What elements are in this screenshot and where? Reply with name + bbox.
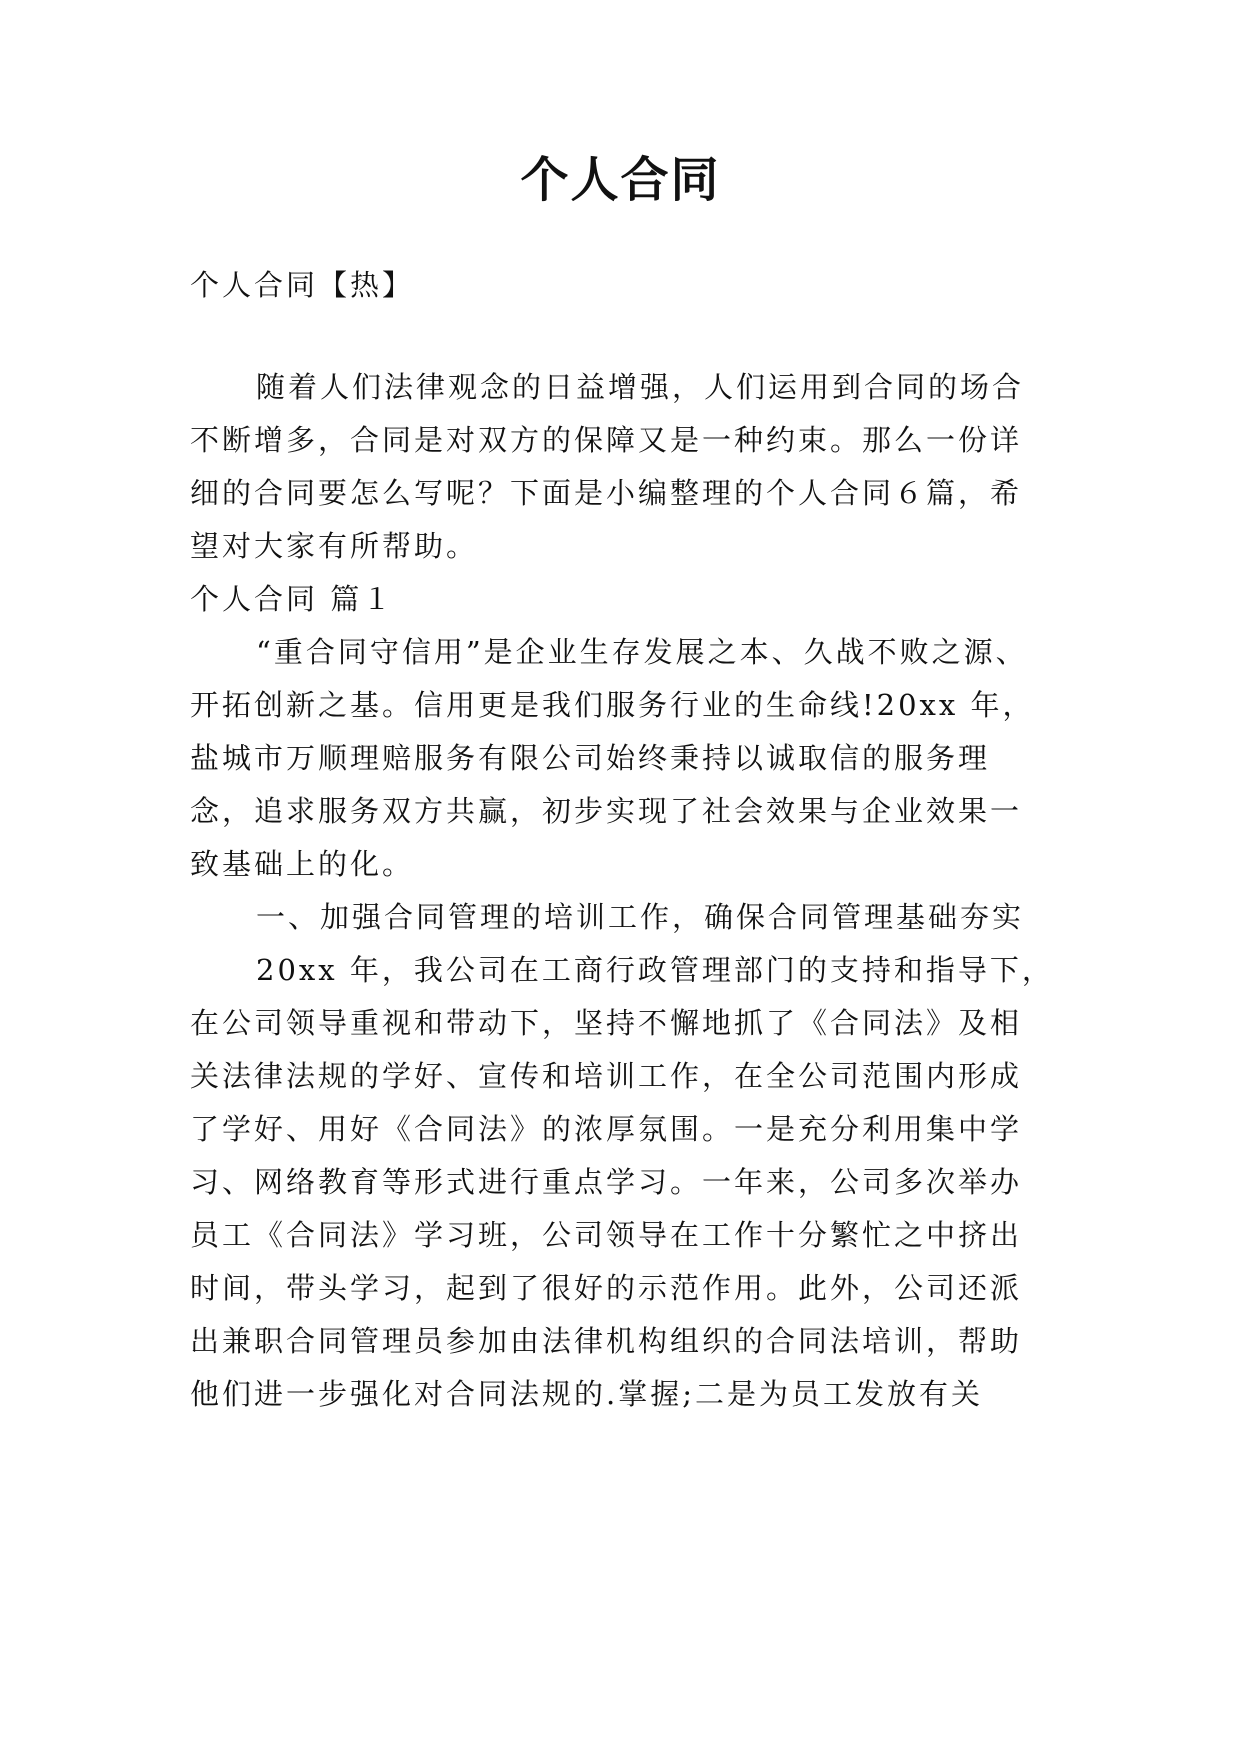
document-subtitle: 个人合同【热】: [190, 268, 415, 302]
section-paragraph-line: “重合同守信用”是企业生存发展之本、久战不败之源、: [256, 635, 1028, 669]
item-paragraph-line: 员工《合同法》学习班，公司领导在工作十分繁忙之中挤出: [190, 1218, 1023, 1252]
document-title: 个人合同: [520, 152, 721, 208]
item-paragraph-line: 了学好、用好《合同法》的浓厚氛围。一是充分利用集中学: [190, 1112, 1023, 1146]
item-paragraph-line: 习、网络教育等形式进行重点学习。一年来，公司多次举办: [190, 1165, 1023, 1199]
section-paragraph-line: 盐城市万顺理赔服务有限公司始终秉持以诚取信的服务理: [190, 741, 991, 775]
section-heading: 个人合同 篇１: [190, 582, 395, 616]
item-paragraph-line: 时间，带头学习，起到了很好的示范作用。此外，公司还派: [190, 1271, 1023, 1305]
item-paragraph-line: 关法律法规的学好、宣传和培训工作，在全公司范围内形成: [190, 1059, 1023, 1093]
section-paragraph-line: 念，追求服务双方共赢，初步实现了社会效果与企业效果一: [190, 794, 1023, 828]
intro-line: 不断增多，合同是对双方的保障又是一种约束。那么一份详: [190, 423, 1023, 457]
item-paragraph-line: 出兼职合同管理员参加由法律机构组织的合同法培训，帮助: [190, 1324, 1023, 1358]
item-paragraph-line: 在公司领导重视和带动下，坚持不懈地抓了《合同法》及相: [190, 1006, 1023, 1040]
intro-line: 细的合同要怎么写呢？下面是小编整理的个人合同６篇，希: [190, 476, 1023, 510]
item-heading: 一、加强合同管理的培训工作，确保合同管理基础夯实: [256, 900, 1025, 934]
section-paragraph-line: 致基础上的化。: [190, 847, 415, 881]
intro-line: 随着人们法律观念的日益增强，人们运用到合同的场合: [256, 370, 1025, 404]
section-paragraph-line: 开拓创新之基。信用更是我们服务行业的生命线!20xx 年，: [190, 688, 1035, 722]
item-paragraph-line: 他们进一步强化对合同法规的.掌握;二是为员工发放有关: [190, 1377, 983, 1411]
item-paragraph-line: 20xx 年，我公司在工商行政管理部门的支持和指导下，: [256, 953, 1054, 987]
intro-line: 望对大家有所帮助。: [190, 529, 479, 563]
